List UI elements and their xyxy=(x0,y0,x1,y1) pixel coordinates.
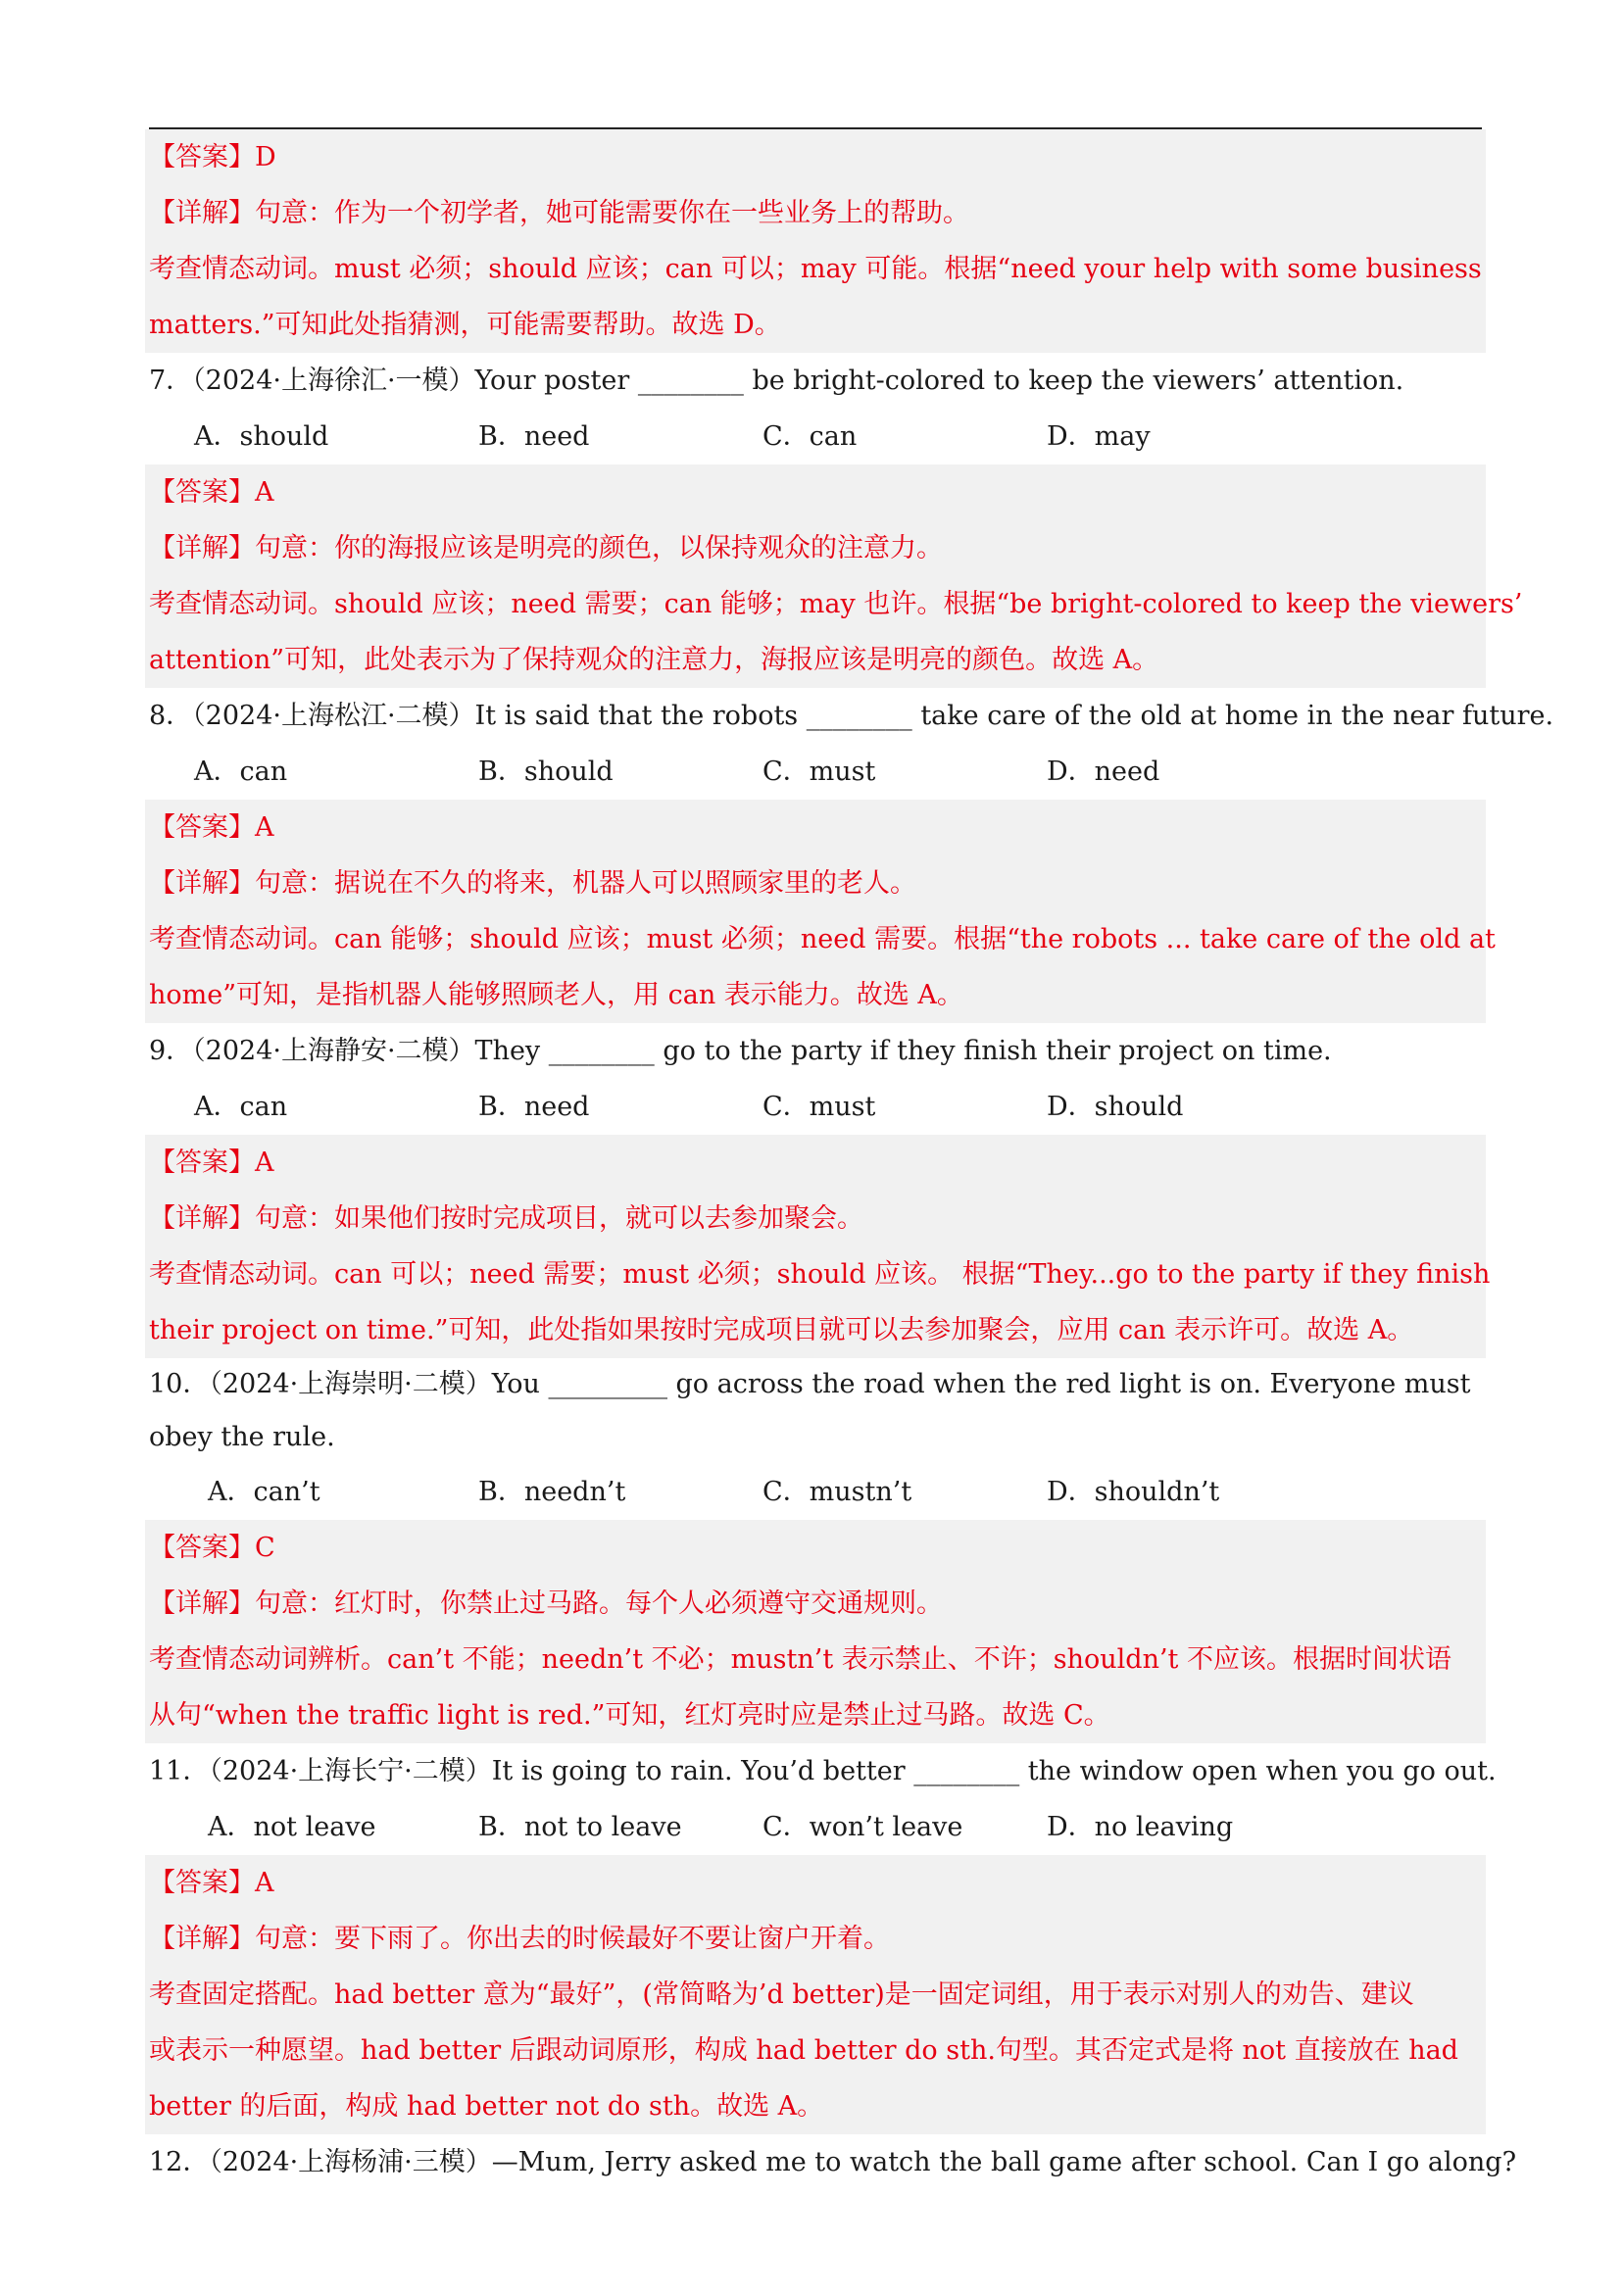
option-a: A．can’t xyxy=(208,1477,320,1507)
option-c: C．must xyxy=(762,1092,876,1122)
option-c: C．won’t leave xyxy=(762,1812,963,1842)
answer-label: 【答案】A xyxy=(149,812,274,843)
option-c: C．must xyxy=(762,757,876,787)
answer-label: 【答案】D xyxy=(149,142,276,172)
page-content xyxy=(149,129,1554,2190)
answer-block xyxy=(145,800,1496,1023)
question-stem: 8．（2024·上海松江·二模）It is said that the robots ________ take care of the old at home in the near future. xyxy=(149,701,1554,731)
answer-label: 【答案】A xyxy=(149,477,274,508)
option-c: C．mustn’t xyxy=(762,1477,912,1507)
option-d: D．should xyxy=(1047,1092,1184,1122)
option-d: D．need xyxy=(1047,757,1160,787)
option-b: B．should xyxy=(478,757,614,787)
answer-block xyxy=(145,1855,1486,2134)
explanation-line: 从句“when the traffic light is red.”可知，红灯亮时应是禁止过马路。故选 C。 xyxy=(149,1700,1110,1731)
explanation-line: 考查情态动词。can 能够；should 应该；must 必须；need 需要。根据“the robots ... take care of the old at xyxy=(149,924,1496,954)
explanation-line: matters.”可知此处指猜测，可能需要帮助。故选 D。 xyxy=(149,310,781,340)
option-a: A．should xyxy=(194,421,329,452)
answer-label: 【答案】A xyxy=(149,1868,274,1898)
question-stem: 10．（2024·上海崇明·二模）You _________ go across the road when the red light is on. Everyone must obey the rule. xyxy=(149,1369,1471,1452)
explanation-line: home”可知，是指机器人能够照顾老人，用 can 表示能力。故选 A。 xyxy=(149,980,963,1010)
options-row xyxy=(149,1799,1482,1855)
question-stem: 12．（2024·上海杨浦·三模）—Mum, Jerry asked me to watch the ball game after school. Can I go along? xyxy=(149,2147,1517,2177)
options-row xyxy=(149,409,1482,464)
option-b: B．not to leave xyxy=(478,1812,682,1842)
answer-block xyxy=(145,129,1486,353)
explanation-line: their project on time.”可知，此处指如果按时完成项目就可以去参加聚会，应用 can 表示许可。故选 A。 xyxy=(149,1315,1414,1345)
answer-label: 【答案】A xyxy=(149,1148,274,1178)
explanation-line: 【详解】句意：红灯时，你禁止过马路。每个人必须遵守交通规则。 xyxy=(149,1588,943,1619)
question-stem: 7．（2024·上海徐汇·一模）Your poster ________ be bright-colored to keep the viewers’ attention. xyxy=(149,366,1404,396)
option-c: C．can xyxy=(762,421,858,452)
answer-block xyxy=(145,1520,1486,1743)
option-b: B．needn’t xyxy=(478,1477,626,1507)
option-d: D．no leaving xyxy=(1047,1812,1234,1842)
options-row xyxy=(149,744,1482,800)
explanation-line: 考查情态动词。must 必须；should 应该；can 可以；may 可能。根据“need your help with some business xyxy=(149,254,1482,284)
question-stem: 9．（2024·上海静安·二模）They ________ go to the party if they finish their project on time. xyxy=(149,1036,1332,1066)
explanation-line: 或表示一种愿望。had better 后跟动词原形，构成 had better do sth.句型。其否定式是将 not 直接放在 had xyxy=(149,2035,1458,2066)
explanation-line: 【详解】句意：要下雨了。你出去的时候最好不要让窗户开着。 xyxy=(149,1924,890,1954)
options-row xyxy=(149,1464,1482,1520)
answer-block xyxy=(145,1135,1491,1358)
answer-block xyxy=(145,464,1523,688)
option-d: D．shouldn’t xyxy=(1047,1477,1220,1507)
option-b: B．need xyxy=(478,421,590,452)
explanation-line: 【详解】句意：作为一个初学者，她可能需要你在一些业务上的帮助。 xyxy=(149,198,969,228)
options-row xyxy=(149,1079,1482,1135)
explanation-line: 【详解】句意：你的海报应该是明亮的颜色，以保持观众的注意力。 xyxy=(149,533,943,563)
explanation-line: 考查情态动词辨析。can’t 不能；needn’t 不必；mustn’t 表示禁止、不许；shouldn’t 不应该。根据时间状语 xyxy=(149,1644,1451,1675)
explanation-line: better 的后面，构成 had better not do sth。故选 A。 xyxy=(149,2091,824,2122)
explanation-line: 考查固定搭配。had better 意为“最好”，(常简略为’d better)是一固定词组，用于表示对别人的劝告、建议 xyxy=(149,1979,1414,2010)
option-d: D．may xyxy=(1047,421,1151,452)
explanation-line: attention”可知，此处表示为了保持观众的注意力，海报应该是明亮的颜色。故选 A。 xyxy=(149,645,1159,675)
explanation-line: 【详解】句意：据说在不久的将来，机器人可以照顾家里的老人。 xyxy=(149,868,916,899)
answer-label: 【答案】C xyxy=(149,1533,275,1563)
option-a: A．can xyxy=(194,1092,288,1122)
option-a: A．can xyxy=(194,757,288,787)
explanation-line: 考查情态动词。should 应该；need 需要；can 能够；may 也许。根据“be bright-colored to keep the viewers’ xyxy=(149,589,1523,619)
option-a: A．not leave xyxy=(208,1812,376,1842)
option-b: B．need xyxy=(478,1092,590,1122)
explanation-line: 考查情态动词。can 可以；need 需要；must 必须；should 应该。 根据“They...go to the party if they finish xyxy=(149,1259,1491,1290)
explanation-line: 【详解】句意：如果他们按时完成项目，就可以去参加聚会。 xyxy=(149,1203,863,1234)
question-stem: 11．（2024·上海长宁·二模）It is going to rain. You’d better ________ the window open when you go out. xyxy=(149,1756,1497,1786)
